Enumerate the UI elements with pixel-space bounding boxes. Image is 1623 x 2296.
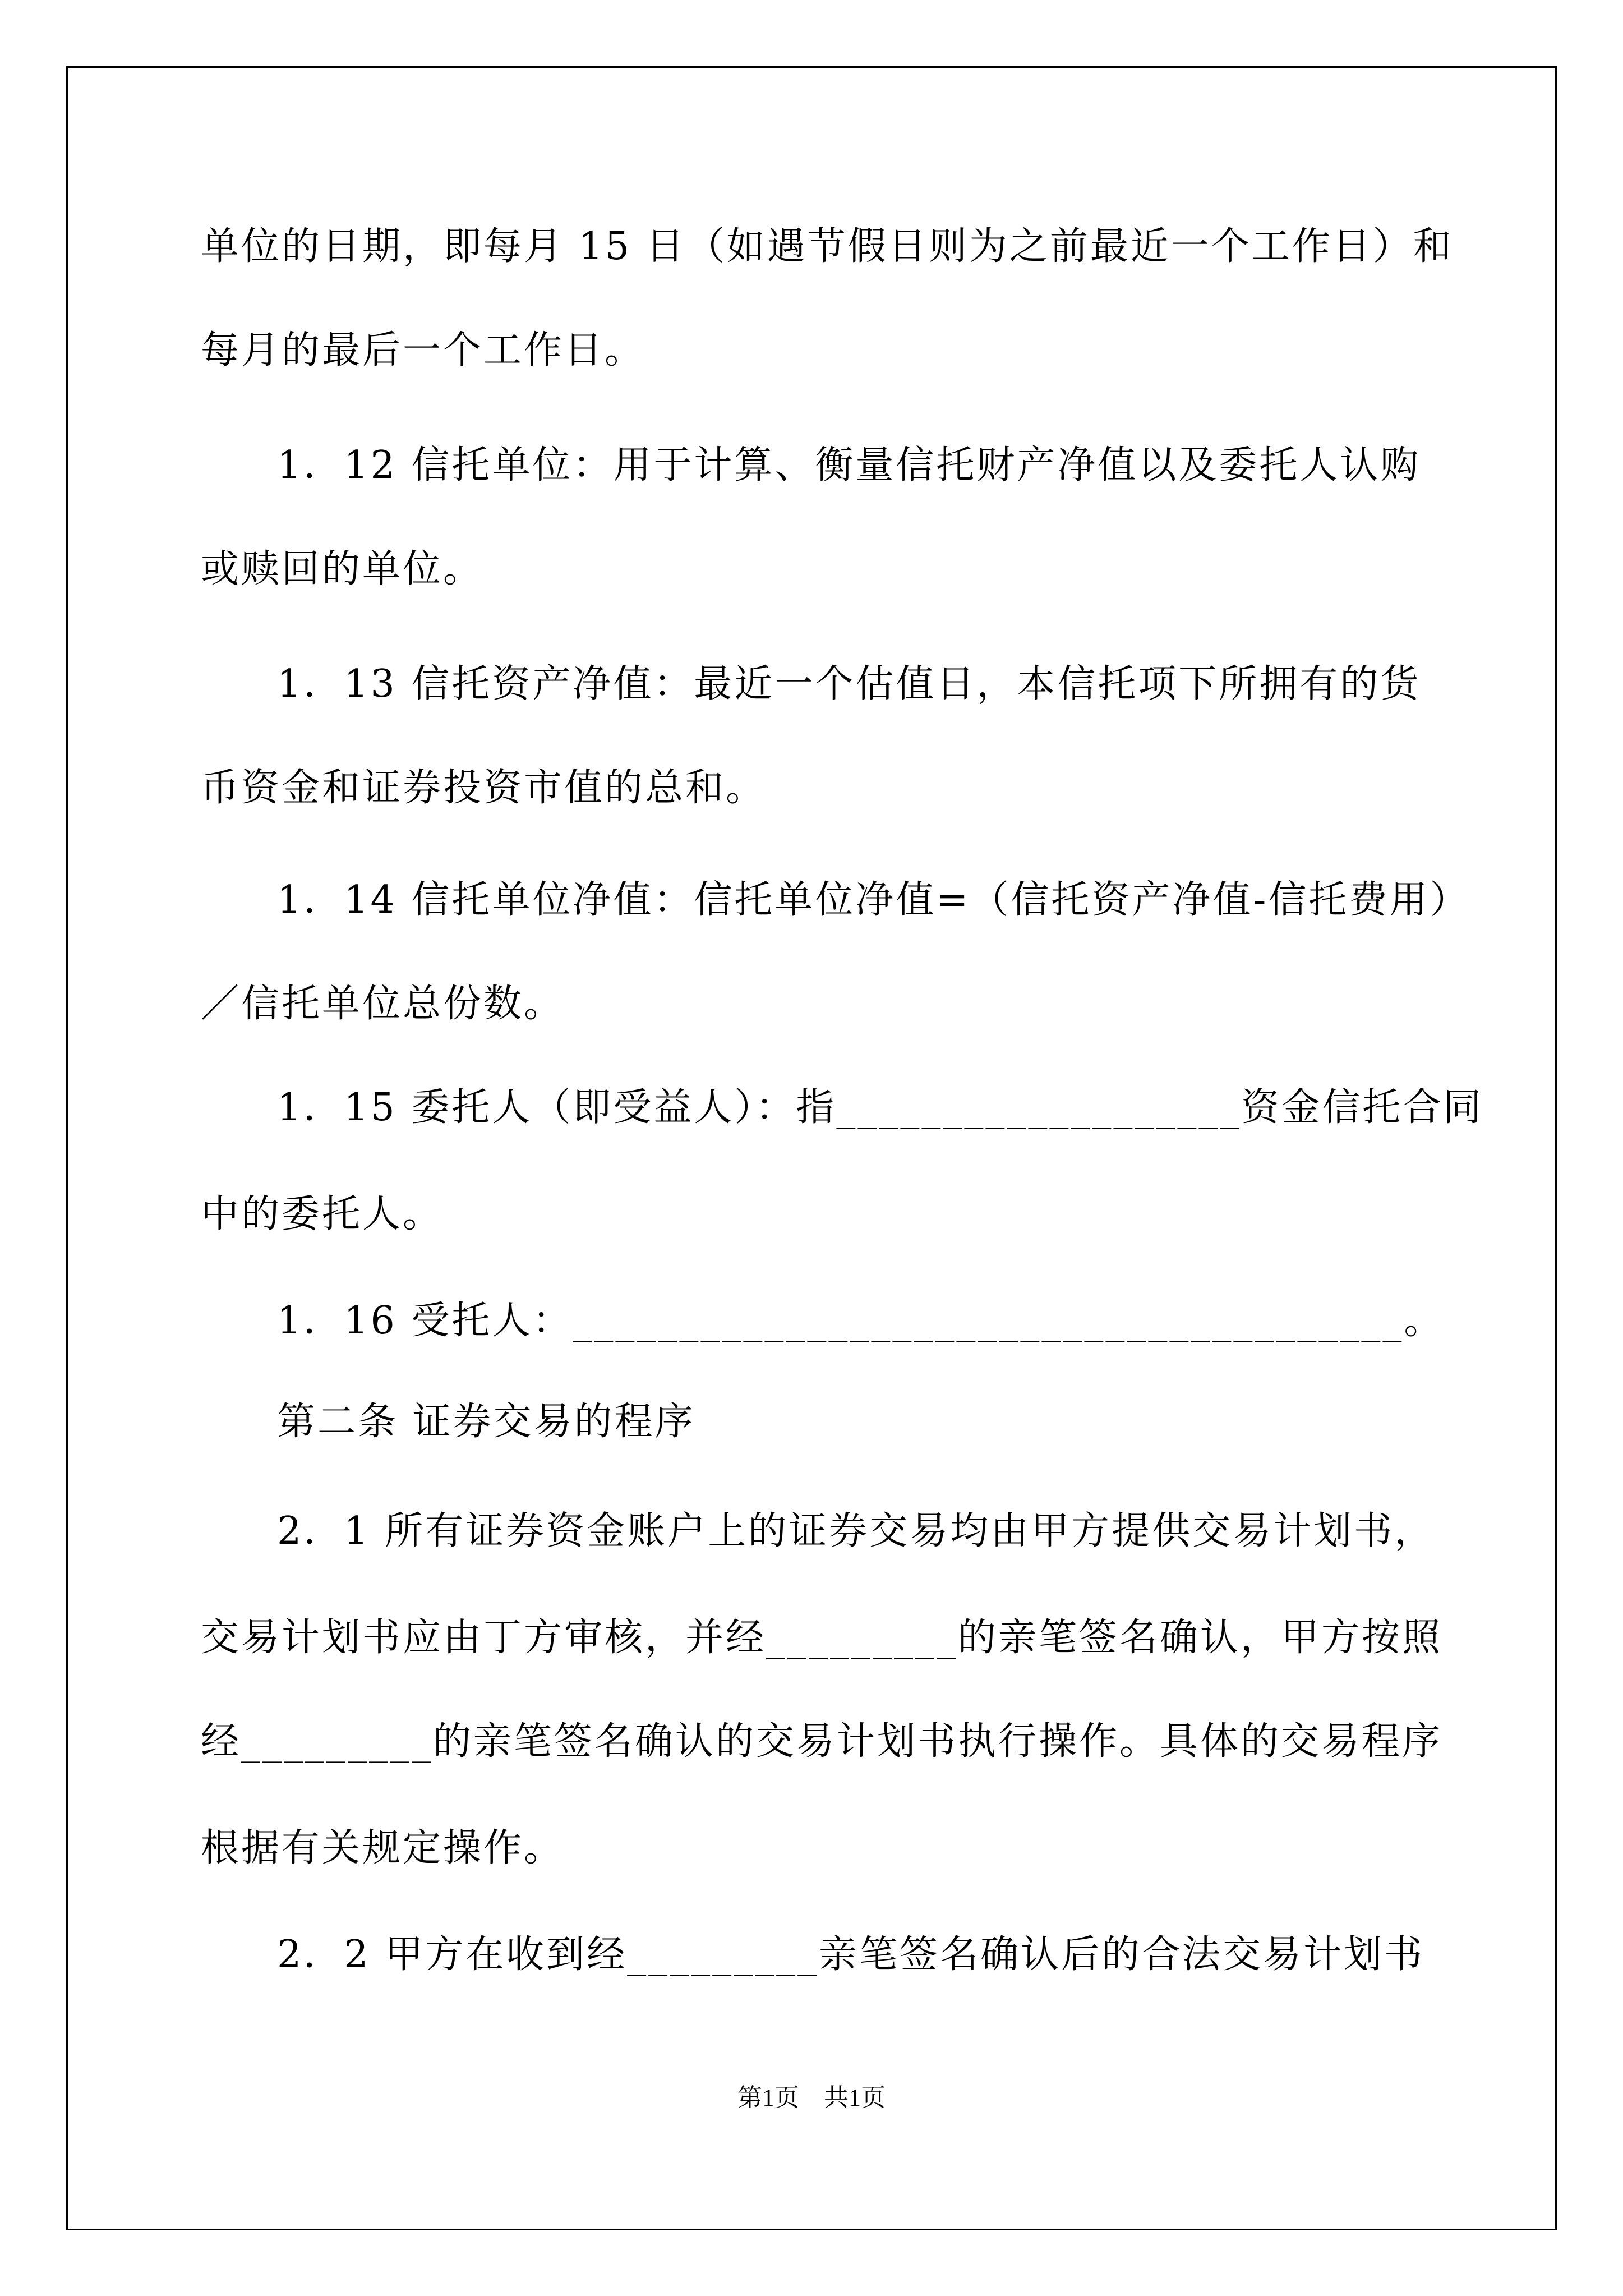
text-line: 1．15 委托人（即受益人）：指___________________资金信托合同 — [277, 1085, 1484, 1130]
text-line: 每月的最后一个工作日。 — [201, 328, 645, 372]
text-line: 1．12 信托单位：用于计算、衡量信托财产净值以及委托人认购 — [277, 443, 1421, 487]
text-line: 根据有关规定操作。 — [201, 1826, 565, 1870]
page-border — [66, 66, 1557, 2230]
text-line: 中的委托人。 — [201, 1192, 444, 1236]
text-line: 交易计划书应由丁方审核，并经_________的亲笔签名确认，甲方按照 — [201, 1616, 1443, 1660]
text-line: 经_________的亲笔签名确认的交易计划书执行操作。具体的交易程序 — [201, 1719, 1443, 1764]
page-number: 第1页 共1页 — [737, 2084, 886, 2111]
text-line: 2．2 甲方在收到经_________亲笔签名确认后的合法交易计划书 — [277, 1932, 1425, 1977]
text-line: 币资金和证券投资市值的总和。 — [201, 766, 767, 810]
text-line: 1．13 信托资产净值：最近一个估值日，本信托项下所拥有的货 — [277, 662, 1421, 706]
text-line: 1．16 受托人：_______________________________________。 — [277, 1299, 1445, 1343]
text-line: 或赎回的单位。 — [201, 547, 484, 591]
text-line: ／信托单位总份数。 — [201, 982, 565, 1026]
section-heading: 第二条 证券交易的程序 — [277, 1400, 695, 1444]
text-line: 1．14 信托单位净值：信托单位净值=（信托资产净值-信托费用） — [277, 878, 1470, 922]
text-line: 单位的日期，即每月 15 日（如遇节假日则为之前最近一个工作日）和 — [201, 224, 1454, 269]
text-line: 2．1 所有证券资金账户上的证券交易均由甲方提供交易计划书， — [277, 1509, 1435, 1553]
